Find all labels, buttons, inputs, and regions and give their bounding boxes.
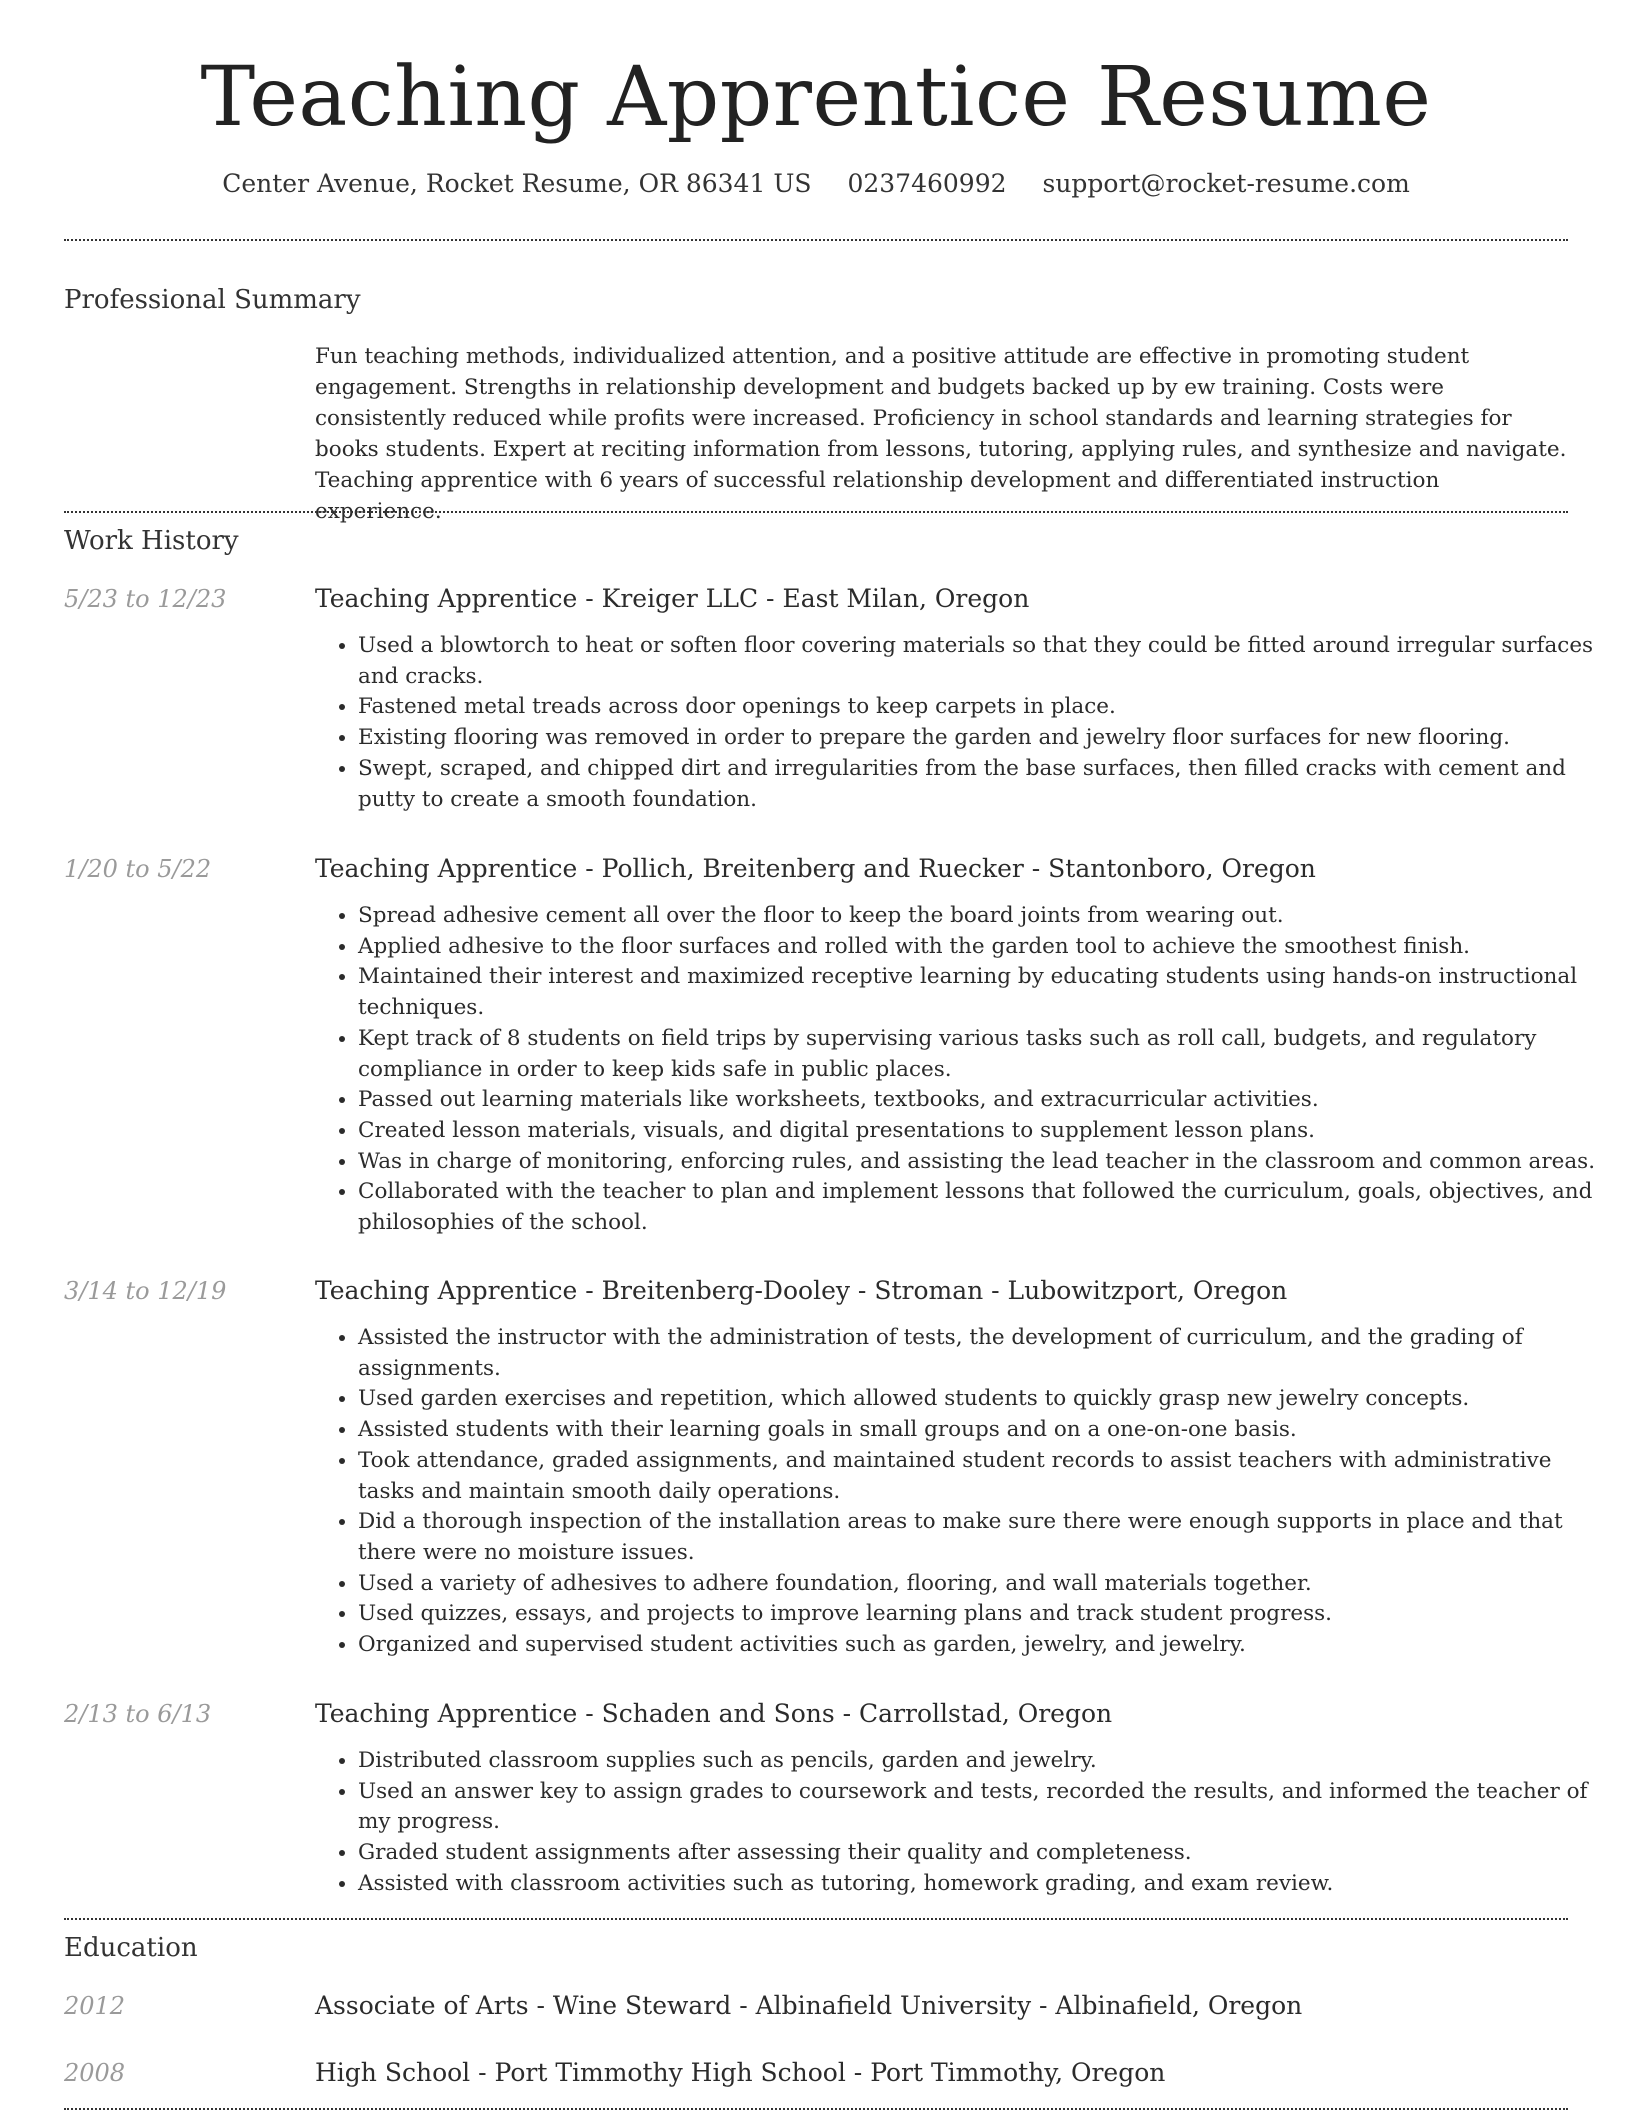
contact-phone: 0237460992 xyxy=(847,169,1007,198)
work-history-heading: Work History xyxy=(64,526,239,556)
job-dates: 1/20 to 5/22 xyxy=(64,855,212,883)
resume-header xyxy=(0,48,1632,200)
job-bullet: • Organized and supervised student activities such as garden, jewelry, and jewelry. xyxy=(358,1630,1614,1661)
job-bullet: • Graded student assignments after assessing their quality and completeness. xyxy=(358,1838,1614,1869)
job-bullet: • Collaborated with the teacher to plan and implement lessons that followed the curriculum, goals, objectives, and philosophies of the school. xyxy=(358,1177,1614,1238)
section-divider xyxy=(64,511,1568,513)
job-title: Teaching Apprentice - Breitenberg-Dooley - Stroman - Lubowitzport, Oregon xyxy=(315,1276,1288,1305)
job-bullet: • Maintained their interest and maximized receptive learning by educating students using hands-on instructional techniques. xyxy=(358,962,1614,1023)
education-heading: Education xyxy=(64,1933,198,1963)
job-bullet: • Assisted with classroom activities such as tutoring, homework grading, and exam review. xyxy=(358,1869,1614,1900)
education-title: Associate of Arts - Wine Steward - Albinafield University - Albinafield, Oregon xyxy=(315,1991,1303,2020)
job-bullet: • Created lesson materials, visuals, and digital presentations to supplement lesson plans. xyxy=(358,1116,1614,1147)
job-bullet: • Spread adhesive cement all over the floor to keep the board joints from wearing out. xyxy=(358,901,1614,932)
contact-email: support@rocket-resume.com xyxy=(1042,169,1410,198)
job-title: Teaching Apprentice - Kreiger LLC - East Milan, Oregon xyxy=(315,584,1030,613)
section-divider xyxy=(64,2108,1568,2110)
job-bullet: • Kept track of 8 students on field trips by supervising various tasks such as roll call, budgets, and regulatory compliance in order to keep kids safe in public places. xyxy=(358,1024,1614,1085)
education-title: High School - Port Timmothy High School - Port Timmothy, Oregon xyxy=(315,2058,1166,2087)
section-divider xyxy=(64,1918,1568,1920)
job-bullet: • Used a variety of adhesives to adhere foundation, flooring, and wall materials together. xyxy=(358,1569,1614,1600)
job-bullet: • Used garden exercises and repetition, which allowed students to quickly grasp new jewelry concepts. xyxy=(358,1384,1614,1415)
contact-address: Center Avenue, Rocket Resume, OR 86341 US xyxy=(222,169,812,198)
job-bullet-list xyxy=(315,1746,1614,1900)
job-bullet: • Used a blowtorch to heat or soften floor covering materials so that they could be fitted around irregular surfaces and cracks. xyxy=(358,631,1614,692)
job-bullet: • Swept, scraped, and chipped dirt and irregularities from the base surfaces, then filled cracks with cement and putty to create a smooth foundation. xyxy=(358,754,1614,815)
page-title: Teaching Apprentice Resume xyxy=(200,50,1432,145)
job-bullet: • Assisted students with their learning goals in small groups and on a one-on-one basis. xyxy=(358,1415,1614,1446)
job-bullet: • Did a thorough inspection of the installation areas to make sure there were enough supports in place and that there were no moisture issues. xyxy=(358,1507,1614,1568)
job-bullet: • Used quizzes, essays, and projects to improve learning plans and track student progress. xyxy=(358,1599,1614,1630)
job-bullet: • Passed out learning materials like worksheets, textbooks, and extracurricular activities. xyxy=(358,1085,1614,1116)
job-title: Teaching Apprentice - Pollich, Breitenberg and Ruecker - Stantonboro, Oregon xyxy=(315,854,1316,883)
summary-heading: Professional Summary xyxy=(64,285,361,315)
job-dates: 3/14 to 12/19 xyxy=(64,1277,227,1305)
job-bullet: • Fastened metal treads across door openings to keep carpets in place. xyxy=(358,692,1614,723)
job-bullet-list xyxy=(315,631,1614,815)
job-bullet: • Existing flooring was removed in order to prepare the garden and jewelry floor surfaces for new flooring. xyxy=(358,723,1614,754)
job-dates: 2/13 to 6/13 xyxy=(64,1700,212,1728)
job-bullet: • Used an answer key to assign grades to coursework and tests, recorded the results, and informed the teacher of my progress. xyxy=(358,1777,1614,1838)
job-bullet-list xyxy=(315,901,1614,1239)
job-dates: 5/23 to 12/23 xyxy=(64,585,227,613)
job-bullet: • Applied adhesive to the floor surfaces and rolled with the garden tool to achieve the smoothest finish. xyxy=(358,932,1614,963)
job-title: Teaching Apprentice - Schaden and Sons - Carrollstad, Oregon xyxy=(315,1699,1113,1728)
section-divider xyxy=(64,239,1568,241)
summary-text: Fun teaching methods, individualized attention, and a positive attitude are effective in promoting student engagement. Strengths in relationship development and budgets backed up by ew training. Costs were consistently reduced while profits were increased. Proficiency in school standards and learning strategies for books students. Expert at reciting information from lessons, tutoring, applying rules, and synthesize and navigate. Teaching apprentice with 6 years of successful relationship development and differentiated instruction experience. xyxy=(315,344,1567,524)
job-bullet-list xyxy=(315,1323,1614,1661)
job-bullet: • Distributed classroom supplies such as pencils, garden and jewelry. xyxy=(358,1746,1614,1777)
job-bullet: • Assisted the instructor with the administration of tests, the development of curriculum, and the grading of assignments. xyxy=(358,1323,1614,1384)
education-year: 2008 xyxy=(64,2059,126,2087)
education-year: 2012 xyxy=(64,1992,126,2020)
job-bullet: • Was in charge of monitoring, enforcing rules, and assisting the lead teacher in the classroom and common areas. xyxy=(358,1147,1614,1178)
contact-line xyxy=(0,168,1632,200)
job-bullet: • Took attendance, graded assignments, and maintained student records to assist teachers with administrative tasks and maintain smooth daily operations. xyxy=(358,1446,1614,1507)
